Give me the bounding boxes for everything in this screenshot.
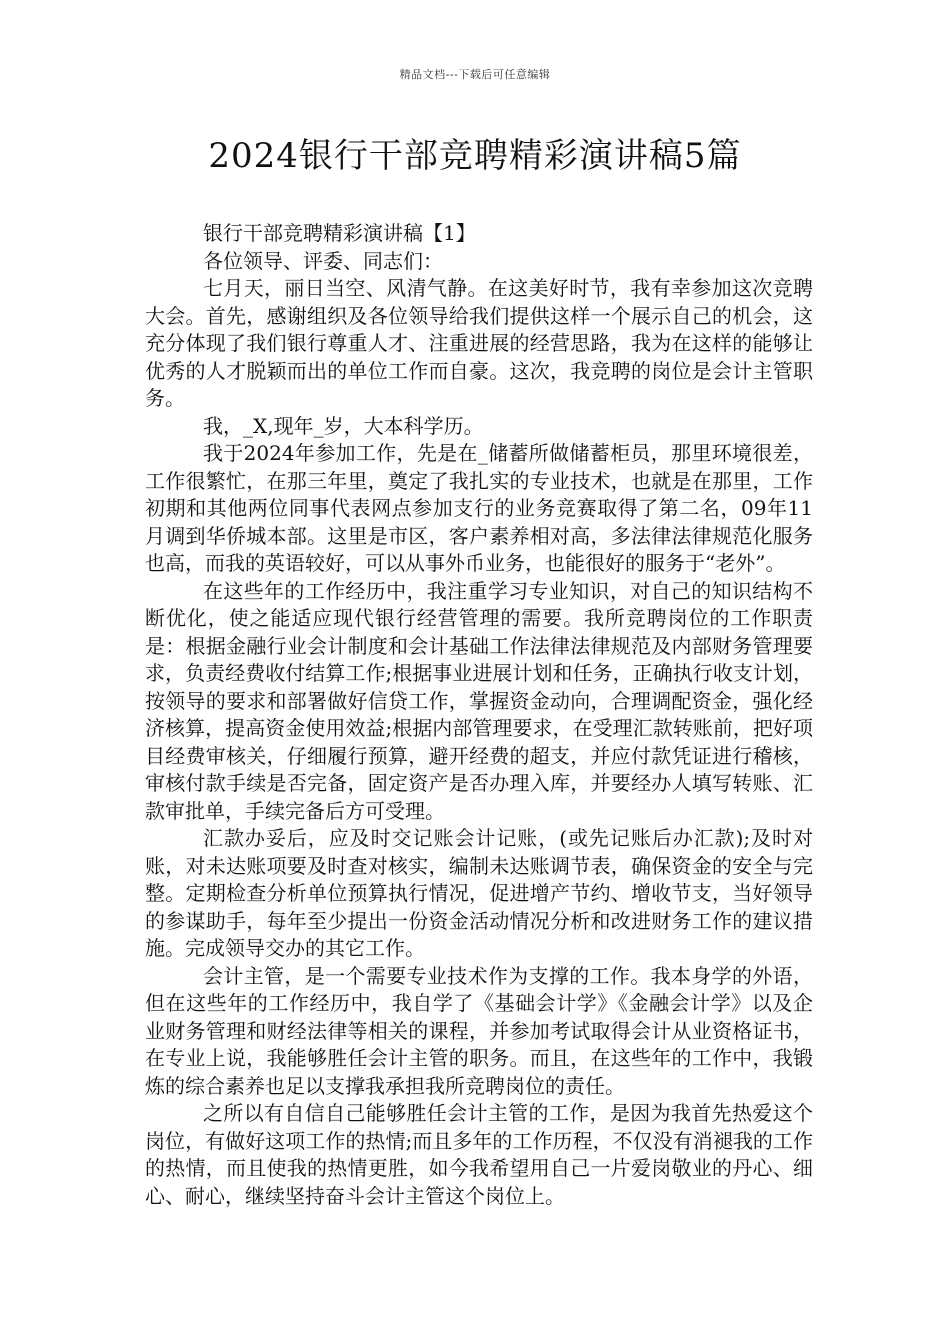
paragraph-4: 在这些年的工作经历中，我注重学习专业知识，对自己的知识结构不断优化，使之能适应现代银行经营管理的需要。我所竞聘岗位的工作职责是：根据金融行业会计制度和会计基础工作法律法律规范及内部财务管理要求，负责经费收付结算工作;根据事业进展计划和任务，正确执行收支计划，按领导的要求和部署做好信贷工作，掌握资金动向，合理调配资金，强化经济核算，提高资金使用效益;根据内部管理要求，在受理汇款转账前，把好项目经费审核关，仔细履行预算，避开经费的超支，并应付款凭证进行稽核，审核付款手续是否完备，固定资产是否办理入库，并要经办人填写转账、汇款审批单，手续完备后方可受理。 [145, 578, 813, 823]
document-body [145, 220, 813, 1210]
paragraph-2: 我，_X,现年_岁，大本科学历。 [203, 413, 484, 438]
page-header: 精品文档---下载后可任意编辑 [399, 68, 551, 81]
paragraph-1: 七月天，丽日当空、风清气静。在这美好时节，我有幸参加这次竞聘大会。首先，感谢组织及各位领导给我们提供这样一个展示自己的机会，这充分体现了我们银行尊重人才、注重进展的经营思路，我为在这样的能够让优秀的人才脱颖而出的单位工作而自豪。这次，我竞聘的岗位是会计主管职务。 [145, 276, 813, 410]
paragraph-7: 之所以有自信自己能够胜任会计主管的工作，是因为我首先热爱这个岗位，有做好这项工作的热情;而且多年的工作历程，不仅没有消褪我的工作的热情，而且使我的热情更胜，如今我希望用自己一片爱岗敬业的丹心、细心、耐心，继续坚持奋斗会计主管这个岗位上。 [145, 1101, 813, 1208]
paragraph-6: 会计主管，是一个需要专业技术作为支撑的工作。我本身学的外语，但在这些年的工作经历中，我自学了《基础会计学》《金融会计学》以及企业财务管理和财经法律等相关的课程，并参加考试取得会计从业资格证书，在专业上说，我能够胜任会计主管的职务。而且，在这些年的工作中，我锻炼的综合素养也足以支撑我承担我所竞聘岗位的责任。 [145, 963, 813, 1098]
paragraph-3: 我于2024年参加工作，先是在_储蓄所做储蓄柜员，那里环境很差，工作很繁忙，在那三年里，奠定了我扎实的专业技术，也就是在那里，工作初期和其他两位同事代表网点参加支行的业务竞赛取得了第二名，09年11月调到华侨城本部。这里是市区，客户素养相对高，多法律法律规范化服务也高，而我的英语较好，可以从事外币业务，也能很好的服务于“老外”。 [145, 441, 813, 575]
salutation: 各位领导、评委、同志们： [203, 248, 443, 273]
paragraph-5: 汇款办妥后，应及时交记账会计记账，(或先记账后办汇款);及时对账，对未达账项要及时查对核实，编制未达账调节表，确保资金的安全与完整。定期检查分析单位预算执行情况，促进增产节约、增收节支，当好领导的参谋助手，每年至少提出一份资金活动情况分析和改进财务工作的建议措施。完成领导交办的其它工作。 [145, 826, 813, 960]
document-title: 2024银行干部竞聘精彩演讲稿5篇 [208, 136, 742, 176]
section-heading: 银行干部竞聘精彩演讲稿【1】 [203, 221, 476, 245]
